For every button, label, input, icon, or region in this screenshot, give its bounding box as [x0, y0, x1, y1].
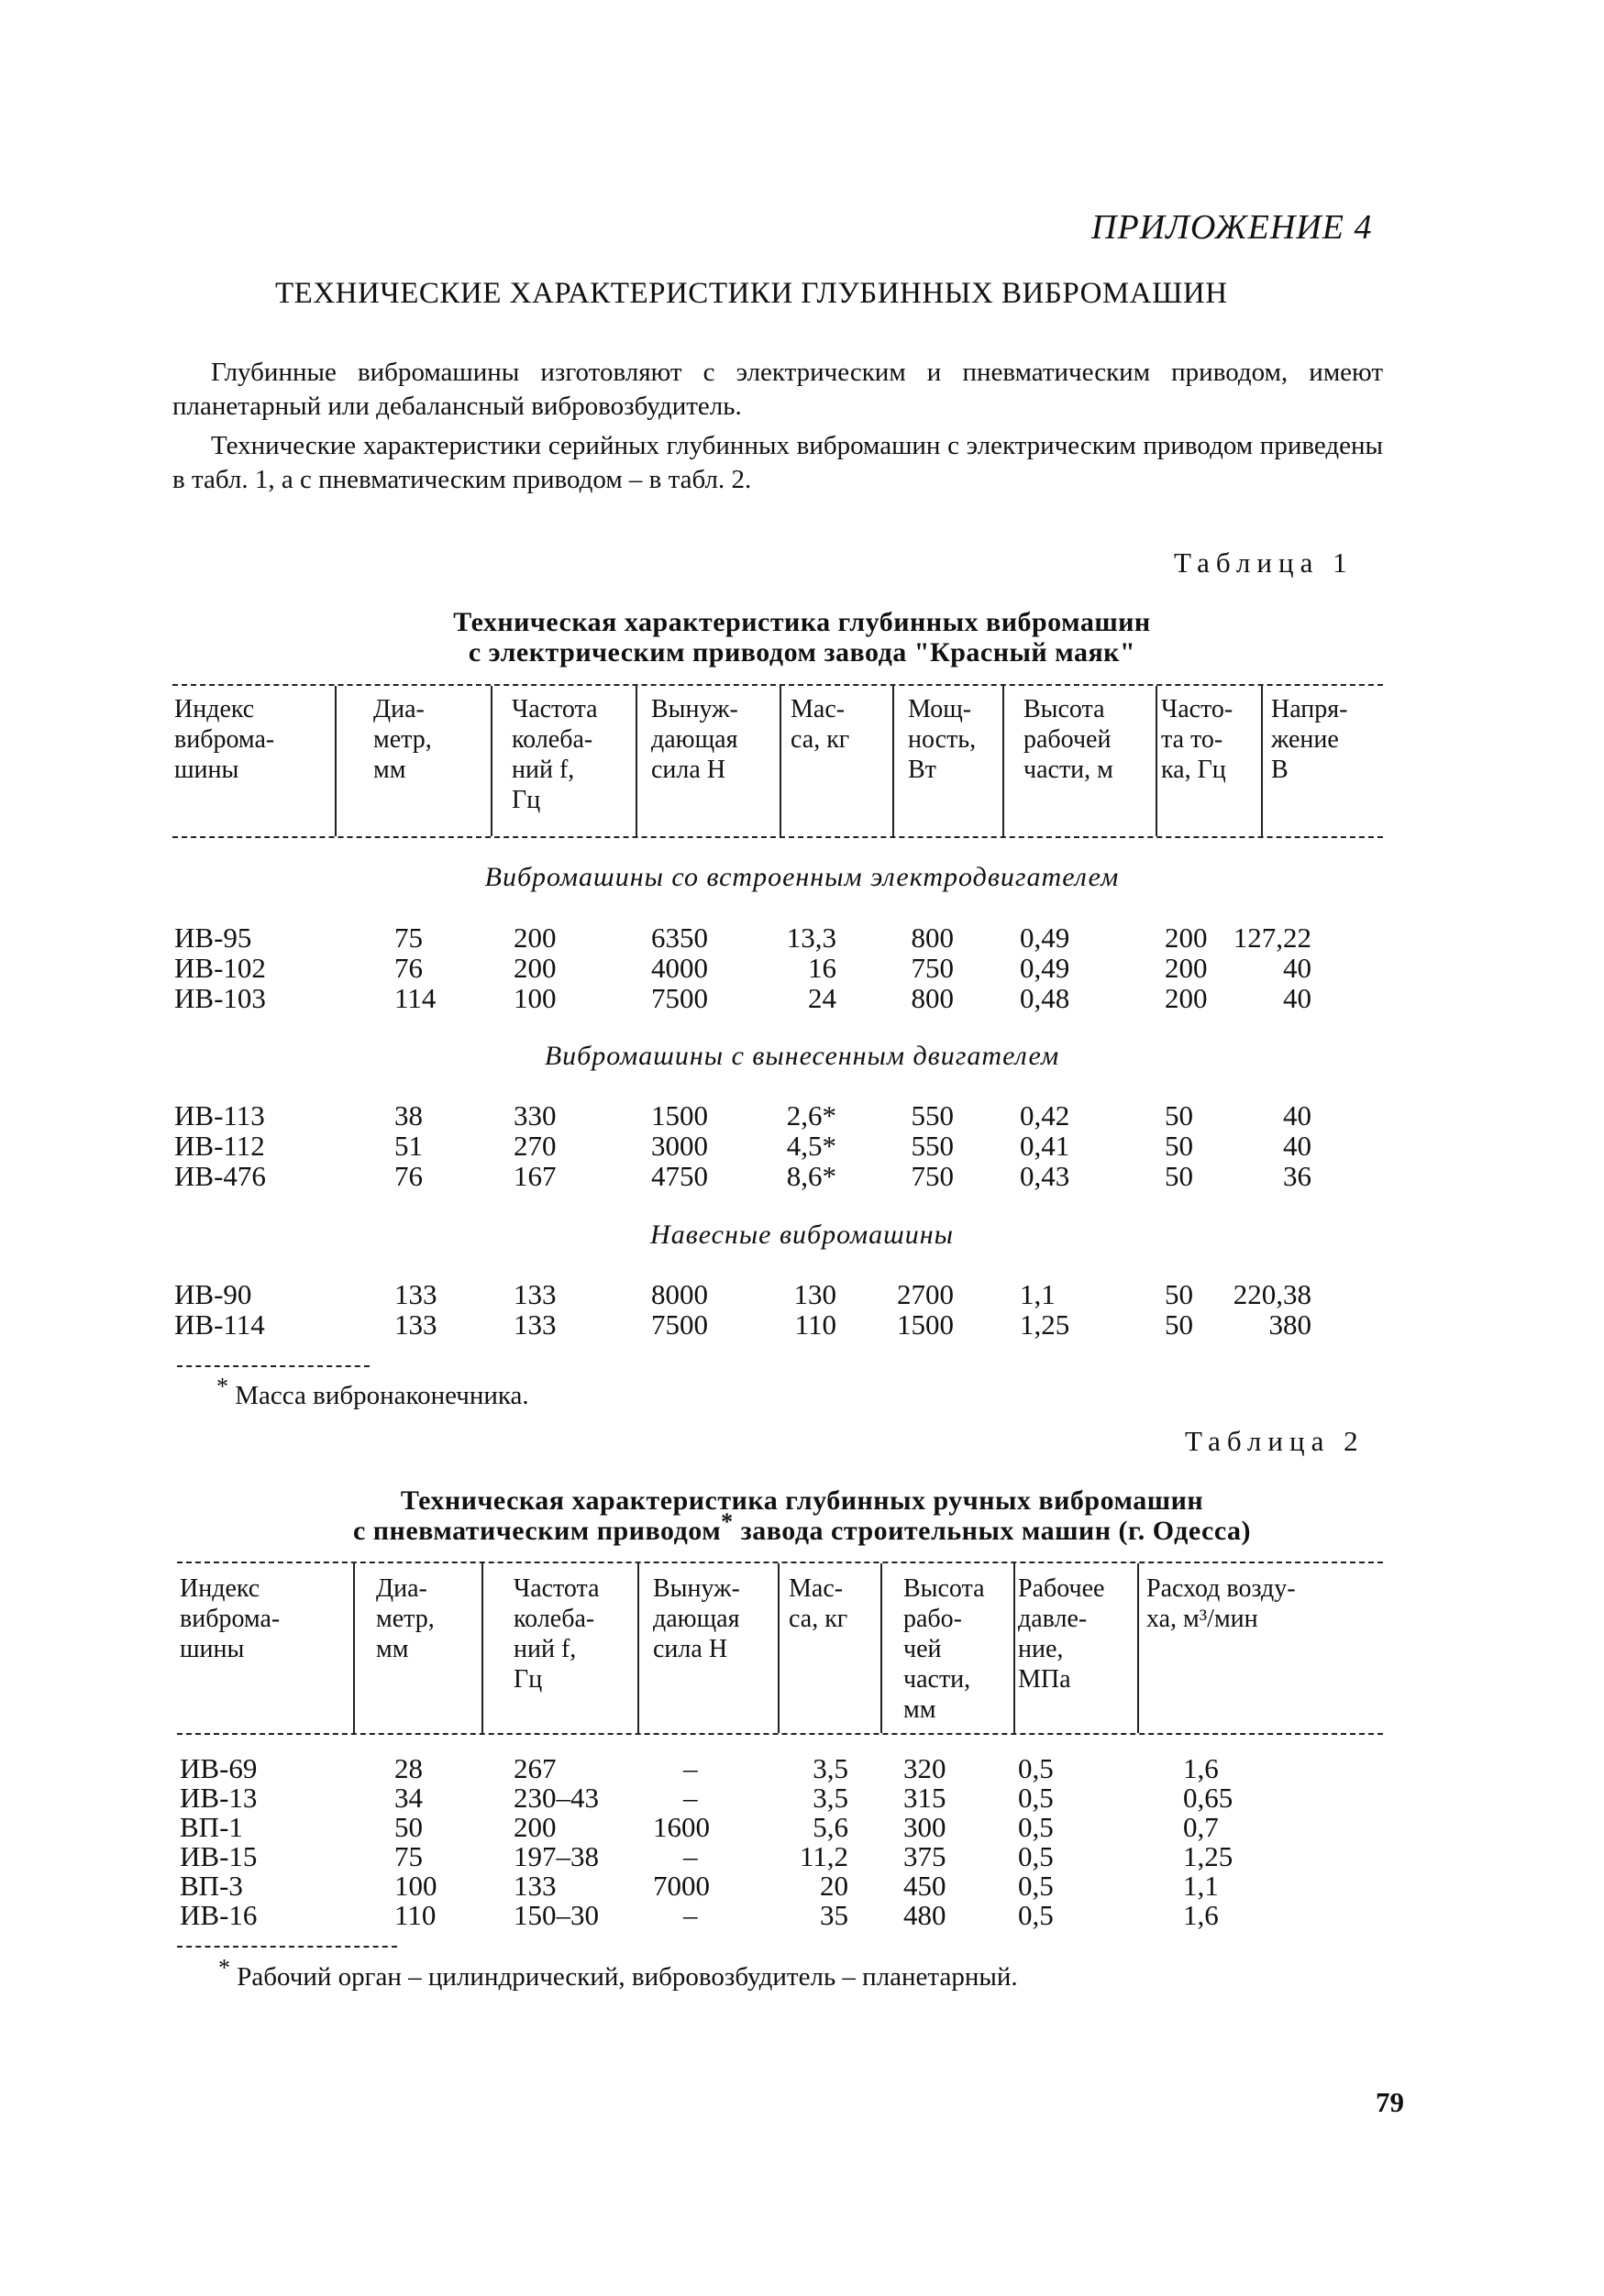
table2-top-rule [177, 1562, 1383, 1563]
table1-cell: ИВ-114 [174, 1308, 265, 1341]
table1-cell: 200 [514, 952, 557, 984]
table2-column-divider [1013, 1563, 1015, 1733]
table1-header-line: части, м [1023, 756, 1113, 784]
table2-header-line: Расход возду- [1146, 1574, 1296, 1603]
table1-header-line: Мас- [791, 695, 846, 723]
table2-header-line: чей [903, 1635, 942, 1663]
table2-header-col-5 [903, 1573, 985, 1725]
table1-section-title: Вибромашины со встроенным электродвигателем [484, 862, 1120, 892]
table2-header-line: ний f, [514, 1635, 577, 1663]
table1-column-divider [491, 686, 492, 836]
table1-header-line: метр, [373, 725, 432, 754]
table2-header-line: Вынуж- [653, 1574, 740, 1603]
table1-cell: ИВ-112 [174, 1130, 265, 1162]
table2-cell: 75 [394, 1840, 423, 1872]
table1-cell: 550 [911, 1130, 954, 1162]
table2-header-col-0 [180, 1573, 280, 1664]
table2-cell: – [683, 1840, 698, 1872]
table1-cell: 100 [514, 982, 557, 1014]
title-star: * [721, 1508, 734, 1535]
table2-footnote-rule [177, 1946, 397, 1948]
table2-header-line: ха, м³/мин [1146, 1605, 1258, 1633]
table2-column-divider [353, 1563, 355, 1733]
table2-cell: 1,6 [1183, 1752, 1219, 1784]
table1-cell: 127,22 [1233, 922, 1311, 954]
table1-cell: 1500 [651, 1099, 708, 1131]
table2-title-line2-a: с пневматическим приводом [352, 1516, 722, 1546]
table2-cell: 1,1 [1183, 1870, 1219, 1902]
table2-header-line: колеба- [514, 1605, 595, 1633]
table2-cell: 0,5 [1018, 1840, 1054, 1872]
table2-header-col-4 [789, 1573, 847, 1634]
page-title: ТЕХНИЧЕСКИЕ ХАРАКТЕРИСТИКИ ГЛУБИННЫХ ВИБРОМАШИН [275, 277, 1228, 310]
table2-cell: ВП-1 [180, 1811, 243, 1843]
footnote-star: * [216, 1373, 228, 1400]
table1-header-line: Диа- [373, 695, 425, 723]
table2-cell: 110 [394, 1899, 437, 1931]
table2-header-line: Гц [514, 1665, 543, 1694]
table1-cell: 8,6* [786, 1160, 836, 1192]
table2-cell: 0,5 [1018, 1811, 1054, 1843]
table1-cell: 76 [394, 952, 423, 984]
table1-section-title: Навесные вибромашины [650, 1220, 954, 1250]
table2-cell: 5,6 [813, 1811, 848, 1843]
table1-cell: 2,6* [786, 1099, 836, 1131]
table1-title [0, 607, 1604, 668]
table1-header-line: Высота [1023, 695, 1105, 723]
table2-header-line: сила H [653, 1635, 728, 1663]
table1-header-line: ка, Гц [1161, 756, 1226, 784]
table2-cell: 50 [394, 1811, 423, 1843]
table1-cell: 7500 [651, 1308, 708, 1341]
table1-header-col-2 [512, 694, 598, 815]
table2-header-line: Рабочее [1018, 1574, 1105, 1603]
table2-header-rule [177, 1733, 1383, 1735]
table2-title [0, 1485, 1604, 1546]
table2-cell: 230–43 [514, 1782, 599, 1814]
table1-cell: 330 [514, 1099, 557, 1131]
table2-cell: – [683, 1899, 698, 1931]
table1-cell: 110 [794, 1308, 836, 1341]
table1-cell: 114 [394, 982, 437, 1014]
table2-title-line2-b: завода строительных машин (г. Одесса) [733, 1516, 1252, 1546]
table1-header-line: колеба- [512, 725, 593, 754]
table1-cell: 40 [1283, 982, 1311, 1014]
table1-cell: 133 [394, 1278, 437, 1310]
table2-cell: 197–38 [514, 1840, 599, 1872]
table1-header-line: Вт [908, 756, 936, 784]
table2-header-line: шины [180, 1635, 245, 1663]
table1-cell: 38 [394, 1099, 423, 1131]
table2-title-line1: Техническая характеристика глубинных ручных вибромашин [400, 1485, 1204, 1516]
table1-cell: ИВ-103 [174, 982, 266, 1014]
appendix-label: ПРИЛОЖЕНИЕ 4 [1091, 208, 1373, 247]
table1-cell: 800 [911, 982, 954, 1014]
table1-column-divider [1261, 686, 1263, 836]
table1-column-divider [1002, 686, 1004, 836]
table1-cell: 133 [394, 1308, 437, 1341]
table1-cell: 0,49 [1020, 952, 1070, 984]
table1-header-line: Напря- [1271, 695, 1348, 723]
table2-header-line: виброма- [180, 1605, 281, 1633]
table2-cell: 11,2 [799, 1840, 848, 1872]
table1-cell: 270 [514, 1130, 557, 1162]
table1-cell: 0,43 [1020, 1160, 1070, 1192]
table1-cell: 0,48 [1020, 982, 1070, 1014]
table1-cell: 40 [1283, 1099, 1311, 1131]
table1-cell: 1,1 [1020, 1278, 1056, 1310]
table1-cell: 50 [1165, 1308, 1193, 1341]
table2-cell: 34 [394, 1782, 423, 1814]
table1-header-col-1 [373, 694, 432, 785]
table2-cell: 28 [394, 1752, 423, 1784]
table2-title-line2 [0, 1508, 1604, 1546]
table1-header-col-0 [174, 694, 274, 785]
table1-cell: 76 [394, 1160, 423, 1192]
table2-header-line: са, кг [789, 1605, 848, 1633]
table1-cell: 750 [911, 1160, 954, 1192]
table2-header-line: дающая [653, 1605, 740, 1633]
table1-cell: 50 [1165, 1099, 1193, 1131]
table2-cell: ИВ-15 [180, 1840, 258, 1872]
table2-cell: 320 [903, 1752, 946, 1784]
table2-column-divider [481, 1563, 483, 1733]
table1-header-line: жение [1271, 725, 1339, 754]
table2-cell: 0,65 [1183, 1782, 1233, 1814]
table1-cell: ИВ-113 [174, 1099, 265, 1131]
table1-column-divider [780, 686, 781, 836]
table1-cell: 200 [514, 922, 557, 954]
table1-cell: 0,41 [1020, 1130, 1070, 1162]
table1-cell: 750 [911, 952, 954, 984]
table1-cell: 6350 [651, 922, 708, 954]
table1-column-divider [1156, 686, 1157, 836]
table1-header-line: В [1271, 756, 1289, 784]
table2-cell: 35 [820, 1899, 848, 1931]
table1-cell: 1,25 [1020, 1308, 1070, 1341]
table2-header-line: рабо- [903, 1605, 962, 1633]
table1-header-line: ний f, [512, 756, 575, 784]
table1-cell: ИВ-90 [174, 1278, 252, 1310]
table1-column-divider [335, 686, 337, 836]
table2-cell: 100 [394, 1870, 437, 1902]
table2-header-line: мм [903, 1695, 936, 1724]
table1-cell: 380 [1268, 1308, 1311, 1341]
table2-column-divider [637, 1563, 639, 1733]
table2-cell: 3,5 [813, 1752, 848, 1784]
table2-cell: ВП-3 [180, 1870, 243, 1902]
table2-cell: – [683, 1752, 698, 1784]
table2-header-line: мм [376, 1635, 409, 1663]
table1-footnote-rule [177, 1365, 370, 1367]
table2-header-line: Мас- [789, 1574, 844, 1603]
table1-cell: ИВ-102 [174, 952, 266, 984]
table2-footnote-text: Рабочий орган – цилиндрический, вибровозбудитель – планетарный. [237, 1962, 1018, 1992]
table2-cell: 0,5 [1018, 1899, 1054, 1931]
table1-header-line: Мощ- [908, 695, 972, 723]
table1-cell: 13,3 [786, 922, 836, 954]
table1-header-col-5 [908, 694, 976, 785]
table1-cell: 40 [1283, 952, 1311, 984]
table2-header-col-2 [514, 1573, 600, 1694]
table2-header-line: ние, [1018, 1635, 1064, 1663]
table1-header-line: виброма- [174, 725, 275, 754]
table1-cell: 50 [1165, 1130, 1193, 1162]
table2-header-col-3 [653, 1573, 740, 1664]
table2-cell: 20 [820, 1870, 848, 1902]
table1-cell: 51 [394, 1130, 423, 1162]
table1-cell: 220,38 [1233, 1278, 1311, 1310]
table2-cell: 1,25 [1183, 1840, 1233, 1872]
footnote-star: * [218, 1954, 230, 1981]
table1-header-col-3 [651, 694, 738, 785]
table2-cell: 1600 [653, 1811, 710, 1843]
table1-cell: 40 [1283, 1130, 1311, 1162]
table2-header-line: Диа- [376, 1574, 427, 1603]
table2-cell: ИВ-13 [180, 1782, 258, 1814]
table1-cell: 8000 [651, 1278, 708, 1310]
table1-top-rule [172, 684, 1383, 686]
table2-header-line: метр, [376, 1605, 435, 1633]
table2-cell: 7000 [653, 1870, 710, 1902]
table1-header-line: Вынуж- [651, 695, 738, 723]
table2-cell: 450 [903, 1870, 946, 1902]
table2-header-col-7 [1146, 1573, 1296, 1634]
table1-footnote [216, 1373, 529, 1411]
paragraph-1: Глубинные вибромашины изготовляют с электрическим и пневматическим приводом, имеют планетарный или дебалансный вибровозбудитель. [172, 358, 1383, 421]
table1-cell: 4750 [651, 1160, 708, 1192]
table2-header-line: давле- [1018, 1605, 1088, 1633]
table1-header-line: Частота [512, 695, 598, 723]
table2-header-line: МПа [1018, 1665, 1071, 1694]
table1-title-line1: Техническая характеристика глубинных вибромашин [453, 607, 1151, 637]
table1-cell: 24 [808, 982, 836, 1014]
table1-header-line: та то- [1161, 725, 1223, 754]
table1-label: Таблица 1 [1174, 546, 1354, 579]
table1-cell: 0,42 [1020, 1099, 1070, 1131]
table2-header-line: Частота [514, 1574, 600, 1603]
table1-header-rule [172, 836, 1383, 838]
table1-cell: 3000 [651, 1130, 708, 1162]
table2-header-line: Индекс [180, 1574, 260, 1603]
table2-cell: 200 [514, 1811, 557, 1843]
table1-cell: 200 [1165, 952, 1208, 984]
table2-cell: 0,5 [1018, 1870, 1054, 1902]
table1-cell: 200 [1165, 922, 1208, 954]
table2-cell: 267 [514, 1752, 557, 1784]
table2-column-divider [1137, 1563, 1139, 1733]
table1-cell: 50 [1165, 1160, 1193, 1192]
table2-column-divider [778, 1563, 780, 1733]
table2-cell: ИВ-69 [180, 1752, 258, 1784]
table1-title-line2: с электрическим приводом завода "Красный маяк" [468, 637, 1136, 668]
table2-cell: 480 [903, 1899, 946, 1931]
page-number: 79 [1376, 2086, 1404, 2118]
table1-cell: 75 [394, 922, 423, 954]
table1-cell: 50 [1165, 1278, 1193, 1310]
table2-label: Таблица 2 [1185, 1425, 1365, 1457]
table1-header-line: рабочей [1023, 725, 1112, 754]
table1-cell: 36 [1283, 1160, 1311, 1192]
table1-section-title: Вибромашины с вынесенным двигателем [544, 1041, 1060, 1071]
table1-footnote-text: Масса вибронаконечника. [235, 1381, 529, 1410]
table1-cell: 550 [911, 1099, 954, 1131]
table2-footnote [218, 1954, 1018, 1992]
table2-header-col-6 [1018, 1573, 1104, 1694]
table1-cell: 130 [793, 1278, 836, 1310]
table1-header-line: ность, [908, 725, 977, 754]
table1-header-line: шины [174, 756, 239, 784]
table2-header-line: части, [903, 1665, 971, 1694]
table1-column-divider [636, 686, 637, 836]
table1-header-col-7 [1161, 694, 1233, 785]
table1-header-line: дающая [651, 725, 738, 754]
table2-cell: ИВ-16 [180, 1899, 258, 1931]
table1-header-col-8 [1271, 694, 1347, 785]
table1-column-divider [892, 686, 894, 836]
table2-header-col-1 [376, 1573, 435, 1664]
table2-cell: 0,7 [1183, 1811, 1219, 1843]
table2-cell: – [683, 1782, 698, 1814]
table1-cell: 4000 [651, 952, 708, 984]
table1-cell: 0,49 [1020, 922, 1070, 954]
table1-header-col-6 [1023, 694, 1113, 785]
table1-cell: 16 [808, 952, 836, 984]
table2-cell: 0,5 [1018, 1782, 1054, 1814]
paragraph-2: Технические характеристики серийных глубинных вибромашин с электрическим приводом приведены в табл. 1, а с пневматическим приводом – в табл. 2. [172, 431, 1383, 494]
table1-cell: 133 [514, 1278, 557, 1310]
table2-cell: 300 [903, 1811, 946, 1843]
table1-cell: 2700 [897, 1278, 954, 1310]
table1-cell: 167 [514, 1160, 557, 1192]
table1-header-line: Гц [512, 786, 541, 814]
table1-header-line: Часто- [1161, 695, 1233, 723]
table1-header-line: сила H [651, 756, 726, 784]
table2-cell: 0,5 [1018, 1752, 1054, 1784]
table1-cell: 133 [514, 1308, 557, 1341]
table1-cell: 1500 [897, 1308, 954, 1341]
table1-cell: 200 [1165, 982, 1208, 1014]
table2-cell: 315 [903, 1782, 946, 1814]
table2-column-divider [880, 1563, 882, 1733]
table2-cell: 375 [903, 1840, 946, 1872]
table1-header-line: са, кг [791, 725, 850, 754]
table2-cell: 133 [514, 1870, 557, 1902]
table1-cell: ИВ-476 [174, 1160, 266, 1192]
table2-header-line: Высота [903, 1574, 985, 1603]
table2-cell: 1,6 [1183, 1899, 1219, 1931]
table1-header-line: Индекс [174, 695, 255, 723]
table1-cell: 4,5* [786, 1130, 836, 1162]
table2-cell: 3,5 [813, 1782, 848, 1814]
table2-cell: 150–30 [514, 1899, 599, 1931]
table1-cell: 800 [911, 922, 954, 954]
table1-cell: 7500 [651, 982, 708, 1014]
table1-header-line: мм [373, 756, 406, 784]
table1-cell: ИВ-95 [174, 922, 252, 954]
table1-header-col-4 [791, 694, 849, 755]
